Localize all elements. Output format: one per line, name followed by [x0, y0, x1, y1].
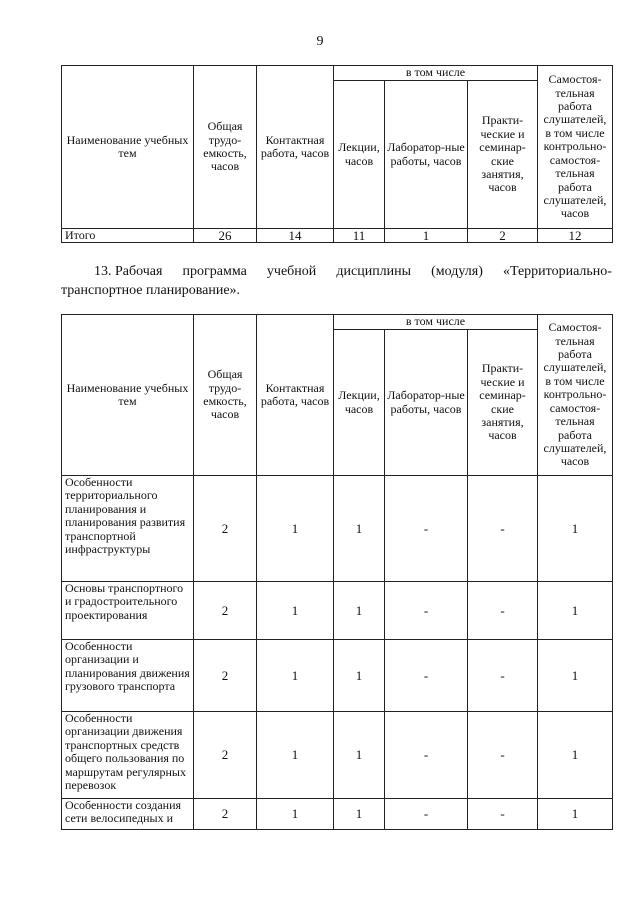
contact-hours: 1 — [257, 640, 334, 712]
header-total: Общая трудо-емкость, часов — [194, 315, 257, 476]
total-hours: 2 — [194, 582, 257, 640]
practical-hours: - — [468, 712, 538, 799]
total-hours: 26 — [194, 229, 257, 243]
heading-word: 13. Рабочая — [94, 264, 163, 279]
heading-word: дисциплины — [336, 264, 412, 279]
total-labs: 1 — [385, 229, 468, 243]
topic-name: Особенности организации движения транспортных средств общего пользования по маршрутам регулярных перевозок — [62, 712, 194, 799]
topic-name: Особенности организации и планирования движения грузового транспорта — [62, 640, 194, 712]
table-row — [62, 799, 613, 830]
header-total: Общая трудо-емкость, часов — [194, 66, 257, 229]
header-labs: Лаборатор-ные работы, часов — [385, 81, 468, 229]
contact-hours: 1 — [257, 712, 334, 799]
header-name: Наименование учебных тем — [62, 315, 194, 476]
practical-hours: - — [468, 640, 538, 712]
topic-name: Основы транспортного и градостроительного проектирования — [62, 582, 194, 640]
heading-word: (модуля) — [431, 264, 483, 279]
contact-hours: 1 — [257, 799, 334, 830]
table-row — [62, 712, 613, 799]
contact-hours: 1 — [257, 476, 334, 582]
self-study-hours: 1 — [538, 799, 613, 830]
lab-hours: - — [385, 476, 468, 582]
total-contact: 14 — [257, 229, 334, 243]
table-row — [62, 582, 613, 640]
section-heading-line2: транспортное планирование». — [61, 283, 241, 298]
total-lectures: 11 — [334, 229, 385, 243]
header-labs: Лаборатор-ные работы, часов — [385, 330, 468, 476]
practical-hours: - — [468, 799, 538, 830]
total-hours: 2 — [194, 640, 257, 712]
page-number: 9 — [316, 34, 324, 49]
header-lectures: Лекции, часов — [334, 330, 385, 476]
header-contact: Контактная работа, часов — [257, 66, 334, 229]
section-heading — [61, 262, 612, 300]
header-lectures: Лекции, часов — [334, 81, 385, 229]
hours-table-territorial-planning — [61, 314, 613, 830]
total-practical: 2 — [468, 229, 538, 243]
lab-hours: - — [385, 712, 468, 799]
self-study-hours: 1 — [538, 476, 613, 582]
header-practical: Практи-ческие и семинар-ские занятия, часов — [468, 330, 538, 476]
header-name: Наименование учебных тем — [62, 66, 194, 229]
total-hours: 2 — [194, 476, 257, 582]
self-study-hours: 1 — [538, 640, 613, 712]
hours-table-summary — [61, 65, 613, 243]
total-row — [62, 229, 613, 243]
table-row — [62, 476, 613, 582]
heading-word: учебной — [266, 264, 317, 279]
lab-hours: - — [385, 799, 468, 830]
total-hours: 2 — [194, 799, 257, 830]
practical-hours: - — [468, 476, 538, 582]
lab-hours: - — [385, 640, 468, 712]
header-including: в том числе — [334, 315, 538, 330]
header-including: в том числе — [334, 66, 538, 81]
total-self-study: 12 — [538, 229, 613, 243]
total-hours: 2 — [194, 712, 257, 799]
lecture-hours: 1 — [334, 799, 385, 830]
topic-name: Особенности создания сети велосипедных и — [62, 799, 194, 830]
header-self-study: Самостоя-тельная работа слушателей, в том числе контрольно-самостоя-тельная работа слушателей, часов — [538, 66, 613, 229]
heading-word: «Территориально- — [502, 264, 612, 279]
practical-hours: - — [468, 582, 538, 640]
heading-word: программа — [182, 264, 247, 279]
table-row — [62, 640, 613, 712]
contact-hours: 1 — [257, 582, 334, 640]
total-label: Итого — [62, 229, 194, 243]
header-practical: Практи-ческие и семинар-ские занятия, часов — [468, 81, 538, 229]
self-study-hours: 1 — [538, 582, 613, 640]
lecture-hours: 1 — [334, 712, 385, 799]
lecture-hours: 1 — [334, 640, 385, 712]
lecture-hours: 1 — [334, 582, 385, 640]
topic-name: Особенности территориального планирования и планирования развития транспортной инфраструктуры — [62, 476, 194, 582]
header-self-study: Самостоя-тельная работа слушателей, в том числе контрольно-самостоя-тельная работа слушателей, часов — [538, 315, 613, 476]
header-contact: Контактная работа, часов — [257, 315, 334, 476]
self-study-hours: 1 — [538, 712, 613, 799]
section-heading-line1 — [61, 262, 612, 281]
lab-hours: - — [385, 582, 468, 640]
lecture-hours: 1 — [334, 476, 385, 582]
